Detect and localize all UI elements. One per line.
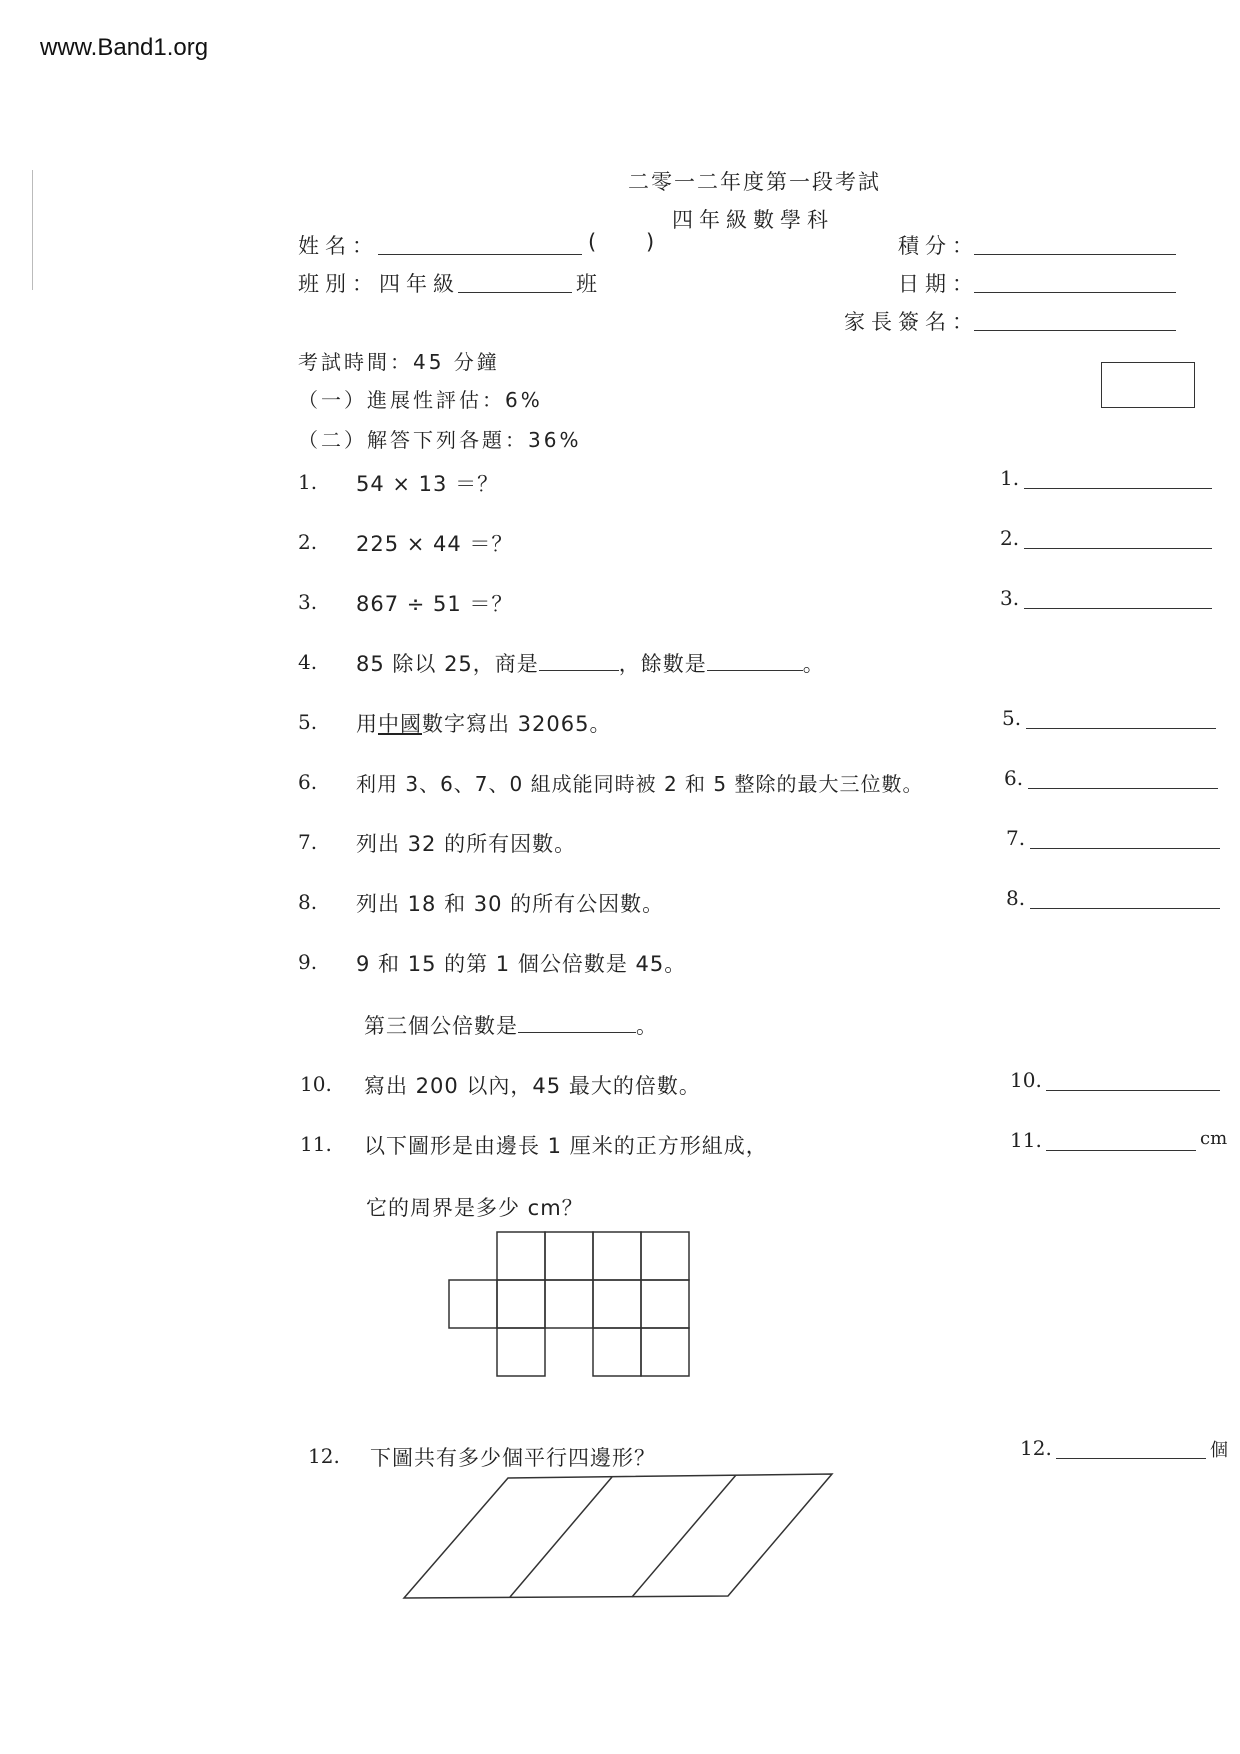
question-number: 6. — [298, 770, 318, 794]
parent-signature-label: 家長簽名： — [844, 310, 979, 334]
grid-square — [449, 1280, 497, 1328]
grid-square — [497, 1328, 545, 1376]
name-label: 姓名： — [298, 234, 379, 258]
question-number: 4. — [298, 650, 318, 674]
question-number: 11. — [300, 1132, 332, 1156]
answer-line[interactable] — [1030, 908, 1220, 909]
question-text: 利用 3、6、7、0 組成能同時被 2 和 5 整除的最大三位數。 — [356, 772, 924, 796]
question-text: 9 和 15 的第 1 個公倍數是 45。 — [356, 952, 687, 976]
answer-number: 11. — [1010, 1128, 1042, 1152]
answer-line[interactable] — [1026, 728, 1216, 729]
answer-line[interactable] — [1024, 608, 1212, 609]
question-text: 以下圖形是由邊長 1 厘米的正方形組成， — [364, 1134, 768, 1158]
question-text: 列出 18 和 30 的所有公因數。 — [356, 892, 665, 916]
exam-subject: 四年級數學科 — [672, 208, 834, 232]
answer-line[interactable] — [1028, 788, 1218, 789]
remainder-blank[interactable] — [707, 652, 803, 671]
question-text-part: 。 — [636, 1014, 658, 1038]
grid-square — [641, 1328, 689, 1376]
question-number: 3. — [298, 590, 318, 614]
answer-number: 5. — [1002, 706, 1022, 730]
score-label: 積分： — [898, 234, 979, 258]
question-number: 12. — [308, 1444, 340, 1468]
parallelogram-figure — [396, 1472, 846, 1604]
question-text-part: 。 — [802, 652, 825, 676]
class-field[interactable] — [458, 292, 572, 293]
question-text-part: 第三個公倍數是 — [364, 1014, 518, 1038]
answer-line[interactable] — [1046, 1150, 1196, 1151]
grid-square — [593, 1280, 641, 1328]
question-number: 7. — [298, 830, 318, 854]
answer-number: 8. — [1006, 886, 1026, 910]
question-number: 9. — [298, 950, 318, 974]
name-field[interactable] — [378, 254, 582, 255]
answer-number: 2. — [1000, 526, 1020, 550]
parallelogram-outline — [404, 1474, 832, 1598]
watermark-text: www.Band1.org — [40, 34, 209, 61]
exam-time: 考試時間：45 分鐘 — [298, 350, 500, 374]
answer-line[interactable] — [1056, 1458, 1206, 1459]
seat-paren-open: ( — [588, 230, 603, 254]
answer-number: 6. — [1004, 766, 1024, 790]
answer-line[interactable] — [1024, 488, 1212, 489]
question-text: 寫出 200 以內，45 最大的倍數。 — [364, 1074, 701, 1098]
question-text-part: 85 除以 25，商是 — [356, 652, 539, 676]
question-text-part: 用 — [356, 712, 378, 736]
divider-line — [632, 1475, 736, 1597]
date-label: 日期： — [898, 272, 979, 296]
seat-paren-close: ) — [646, 230, 661, 254]
grid-square — [497, 1232, 545, 1280]
question-number: 1. — [298, 470, 318, 494]
answer-number: 10. — [1010, 1068, 1042, 1092]
divider-line — [510, 1477, 612, 1597]
quotient-blank[interactable] — [539, 652, 619, 671]
date-field[interactable] — [974, 292, 1176, 293]
answer-unit: 個 — [1210, 1440, 1228, 1461]
grid-square — [593, 1328, 641, 1376]
section-2: （二）解答下列各題：36% — [298, 428, 582, 452]
answer-unit: cm — [1200, 1128, 1228, 1149]
grid-square — [545, 1232, 593, 1280]
question-text: 下圖共有多少個平行四邊形？ — [370, 1446, 656, 1470]
section-score-box[interactable] — [1101, 362, 1195, 408]
exam-title: 二零一二年度第一段考試 — [628, 170, 881, 194]
section-1: （一）進展性評估：6% — [298, 388, 543, 412]
question-text: 225 × 44 ＝？ — [356, 532, 514, 556]
grid-square — [641, 1232, 689, 1280]
question-text-part: 數字寫出 32065。 — [422, 712, 612, 736]
question-number: 2. — [298, 530, 318, 554]
answer-line[interactable] — [1024, 548, 1212, 549]
underlined-word: 中國 — [378, 712, 422, 736]
question-text — [364, 1010, 658, 1040]
scan-edge — [32, 170, 33, 290]
grid-square — [497, 1280, 545, 1328]
third-multiple-blank[interactable] — [518, 1014, 636, 1033]
grid-square — [641, 1280, 689, 1328]
score-field[interactable] — [974, 254, 1176, 255]
question-number: 10. — [300, 1072, 332, 1096]
parent-signature-field[interactable] — [974, 330, 1176, 331]
answer-number: 1. — [1000, 466, 1020, 490]
answer-line[interactable] — [1030, 848, 1220, 849]
answer-line[interactable] — [1046, 1090, 1220, 1091]
answer-number: 12. — [1020, 1436, 1052, 1460]
question-text: 867 ÷ 51 ＝？ — [356, 592, 514, 616]
answer-number: 7. — [1006, 826, 1026, 850]
question-number: 8. — [298, 890, 318, 914]
class-suffix: 班 — [576, 272, 603, 296]
answer-number: 3. — [1000, 586, 1020, 610]
question-text: 它的周界是多少 cm？ — [366, 1196, 584, 1220]
question-text-part: ，餘數是 — [618, 652, 707, 676]
question-text — [356, 708, 611, 738]
question-number: 5. — [298, 710, 318, 734]
square-grid-figure — [440, 1228, 700, 1388]
question-text: 54 × 13 ＝？ — [356, 472, 500, 496]
grid-square — [545, 1280, 593, 1328]
question-text: 列出 32 的所有因數。 — [356, 832, 577, 856]
question-text — [356, 648, 825, 678]
class-label: 班別：四年級 — [298, 272, 460, 296]
grid-square — [593, 1232, 641, 1280]
